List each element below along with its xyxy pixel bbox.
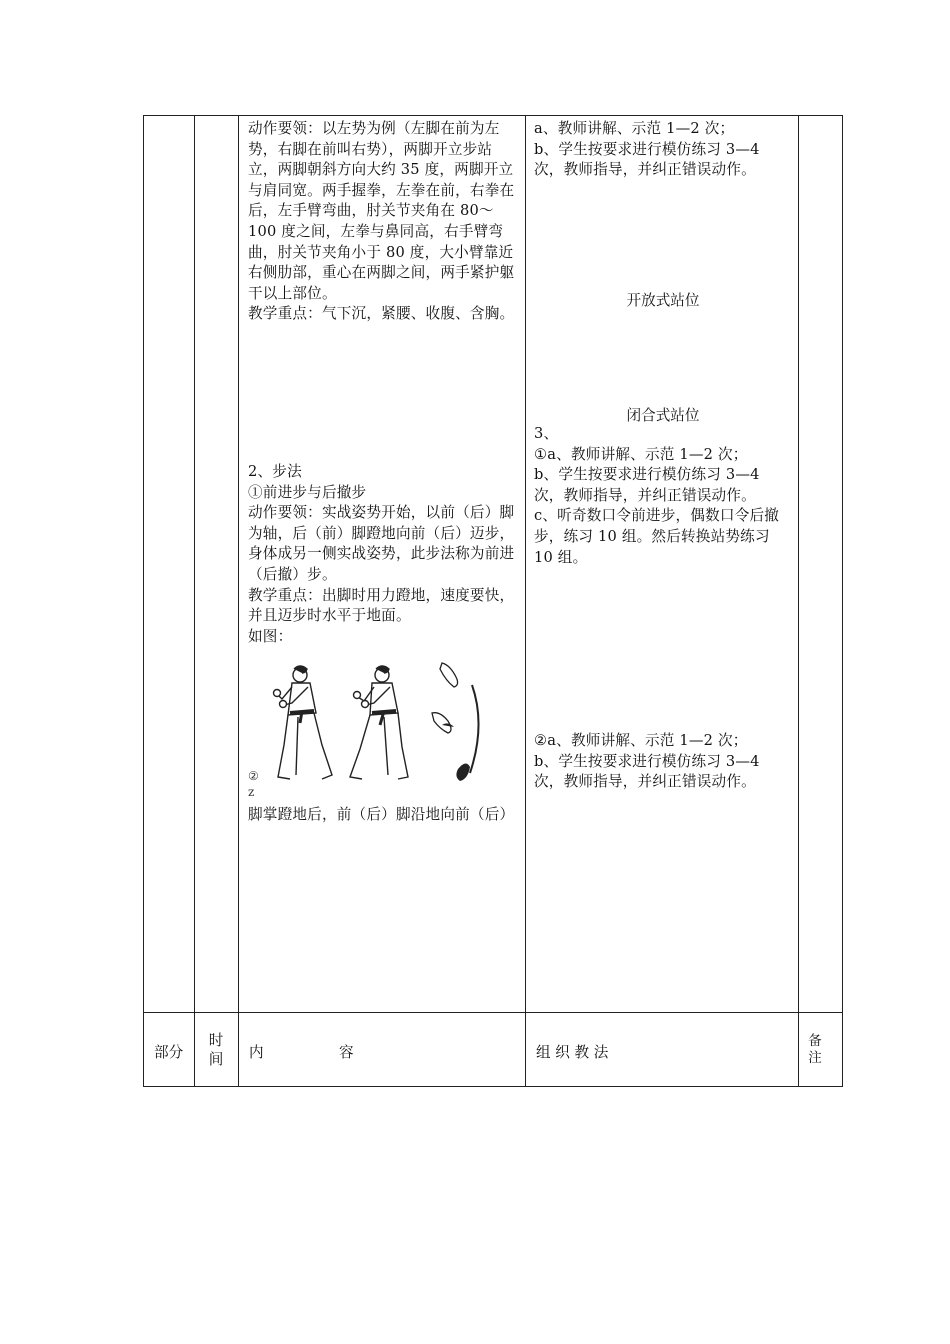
footstep-diagram — [432, 663, 479, 781]
overlap-mark-1: ② — [248, 769, 259, 783]
footer-divider — [143, 1012, 843, 1013]
fighter-figure-1 — [274, 666, 333, 779]
method-block-2 — [534, 424, 792, 568]
stance-essentials: 动作要领：以左势为例（左脚在前为左势，右脚在前叫右势），两脚开立步站立，两脚朝斜方向大约 35 度，两脚开立与肩同宽。两手握拳，左拳在前，右拳在后，左手臂弯曲，肘关节夹角在 80～100 度之间，左拳与鼻同高，右手臂弯曲，肘关节夹角小于 80 度，大小臂靠近右侧肋部，重心在两脚之间，两手紧护躯干以上部位。 — [248, 120, 515, 302]
method-2-line-a: ①a、教师讲解、示范 1—2 次； — [534, 445, 748, 463]
content-stance-block — [248, 119, 520, 325]
fighter-figure-2 — [350, 666, 408, 779]
footer-note-char-1: 备 — [808, 1033, 822, 1049]
footer-method-label: 组 织 教 法 — [536, 1044, 609, 1061]
method-3-line-a: ②a、教师讲解、示范 1—2 次； — [534, 732, 748, 749]
method-1-line-b: b、学生按要求进行模仿练习 3—4 次，教师指导，并纠正错误动作。 — [534, 140, 765, 179]
footwork-illustration — [262, 655, 502, 795]
footer-content-label-b: 容 — [339, 1044, 354, 1061]
footwork-heading: 2、步法 — [248, 463, 302, 480]
method-2-title: 3、 — [534, 425, 559, 442]
table-bottom-border — [143, 1086, 843, 1087]
closed-stance-label: 闭合式站位 — [626, 407, 700, 424]
open-stance-label: 开放式站位 — [626, 292, 700, 309]
content-footwork-block — [248, 462, 520, 647]
footer-time-label — [196, 1031, 236, 1069]
method-1-line-a: a、教师讲解、示范 1—2 次； — [534, 120, 735, 137]
method-3-line-b: b、学生按要求进行模仿练习 3—4 次，教师指导，并纠正错误动作。 — [534, 752, 765, 791]
method-2-line-b: b、学生按要求进行模仿练习 3—4 次，教师指导，并纠正错误动作。 — [534, 466, 765, 504]
col-border-right — [842, 115, 843, 1087]
footer-part-label: 部分 — [154, 1044, 184, 1061]
content-after-figure — [248, 805, 520, 826]
col-border-left — [143, 115, 144, 1087]
footer-note-label — [800, 1033, 830, 1067]
method-block-1 — [534, 119, 792, 181]
overlap-mark-2: z — [248, 785, 255, 799]
footwork-key-points: 教学重点：出脚时用力蹬地，速度要快，并且迈步时水平于地面。 — [248, 586, 515, 625]
footer-time-char-2: 间 — [208, 1051, 224, 1068]
footwork-subheading: ①前进步与后撤步 — [248, 483, 367, 501]
col-border-time — [238, 115, 239, 1087]
after-figure-text: 脚掌蹬地后，前（后）脚沿地向前（后） — [248, 806, 515, 823]
col-border-content — [525, 115, 526, 1087]
col-border-part — [194, 115, 195, 1087]
col-border-method — [798, 115, 799, 1087]
footwork-essentials: 动作要领：实战姿势开始，以前（后）脚为轴，后（前）脚蹬地向前（后）迈步，身体成另一侧实战姿势，此步法称为前进（后撤）步。 — [248, 504, 515, 583]
table-top-border — [143, 115, 843, 116]
footer-note-char-2: 注 — [808, 1050, 822, 1066]
figure-overlap-marks — [248, 768, 268, 800]
footer-time-char-1: 时 — [208, 1032, 224, 1049]
stance-key-points: 教学重点：气下沉，紧腰、收腹、含胸。 — [248, 305, 515, 323]
method-2-line-c: c、听奇数口令前进步，偶数口令后撤步，练习 10 组。然后转换站势练习 10 组。 — [534, 507, 780, 566]
figure-caption: 如图： — [248, 627, 293, 645]
method-block-3 — [534, 731, 792, 793]
footer-content-label-a: 内 — [249, 1044, 264, 1061]
